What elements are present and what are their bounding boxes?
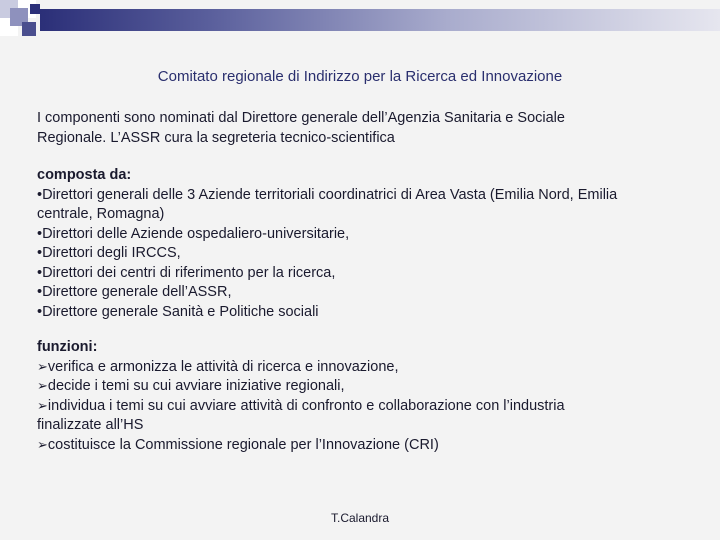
function-text: decide i temi su cui avviare iniziative regionali, bbox=[47, 378, 345, 394]
function-text: individua i temi su cui avviare attività di confronto e collaborazione con l’industria bbox=[47, 397, 565, 414]
function-text: costituisce la Commissione regionale per l’Innovazione (CRI) bbox=[47, 436, 439, 453]
composition-line: •Direttore generale dell’ASSR, bbox=[37, 284, 232, 300]
arrow-bullet-icon: ➢ bbox=[37, 398, 48, 414]
composition-line: •Direttori generali delle 3 Aziende territoriali coordinatrici di Area Vasta (Emilia Nord, Emilia bbox=[37, 186, 618, 203]
intro-line: I componenti sono nominati dal Direttore generale dell’Agenzia Sanitaria e Sociale bbox=[37, 110, 565, 126]
decorative-square bbox=[22, 22, 36, 36]
arrow-bullet-icon: ➢ bbox=[37, 437, 48, 453]
composition-section bbox=[37, 166, 697, 322]
composition-line: •Direttori delle Aziende ospedaliero-universitarie, bbox=[37, 225, 350, 242]
function-item bbox=[37, 358, 697, 378]
composition-line: •Direttore generale Sanità e Politiche sociali bbox=[37, 303, 319, 320]
function-item bbox=[37, 436, 697, 456]
arrow-bullet-icon: ➢ bbox=[37, 359, 48, 375]
footer-author: T.Calandra bbox=[330, 511, 390, 525]
header-gradient-bar bbox=[40, 9, 720, 31]
function-continuation: finalizzate all’HS bbox=[37, 417, 144, 433]
composition-heading: composta da: bbox=[37, 167, 132, 183]
intro-line: Regionale. L’ASSR cura la segreteria tecnico-scientifica bbox=[37, 129, 395, 146]
functions-section bbox=[37, 338, 697, 455]
composition-line: •Direttori degli IRCCS, bbox=[37, 245, 181, 261]
arrow-bullet-icon: ➢ bbox=[37, 379, 48, 394]
composition-line: •Direttori dei centri di riferimento per la ricerca, bbox=[37, 264, 336, 281]
intro-paragraph bbox=[37, 109, 697, 148]
function-text: verifica e armonizza le attività di ricerca e innovazione, bbox=[47, 358, 399, 375]
functions-heading: funzioni: bbox=[37, 339, 98, 355]
decorative-square bbox=[30, 4, 40, 14]
function-item bbox=[37, 397, 697, 417]
composition-line: centrale, Romagna) bbox=[37, 206, 165, 222]
page-title: Comitato regionale di Indirizzo per la Ricerca ed Innovazione bbox=[157, 68, 563, 85]
function-item bbox=[37, 377, 697, 397]
